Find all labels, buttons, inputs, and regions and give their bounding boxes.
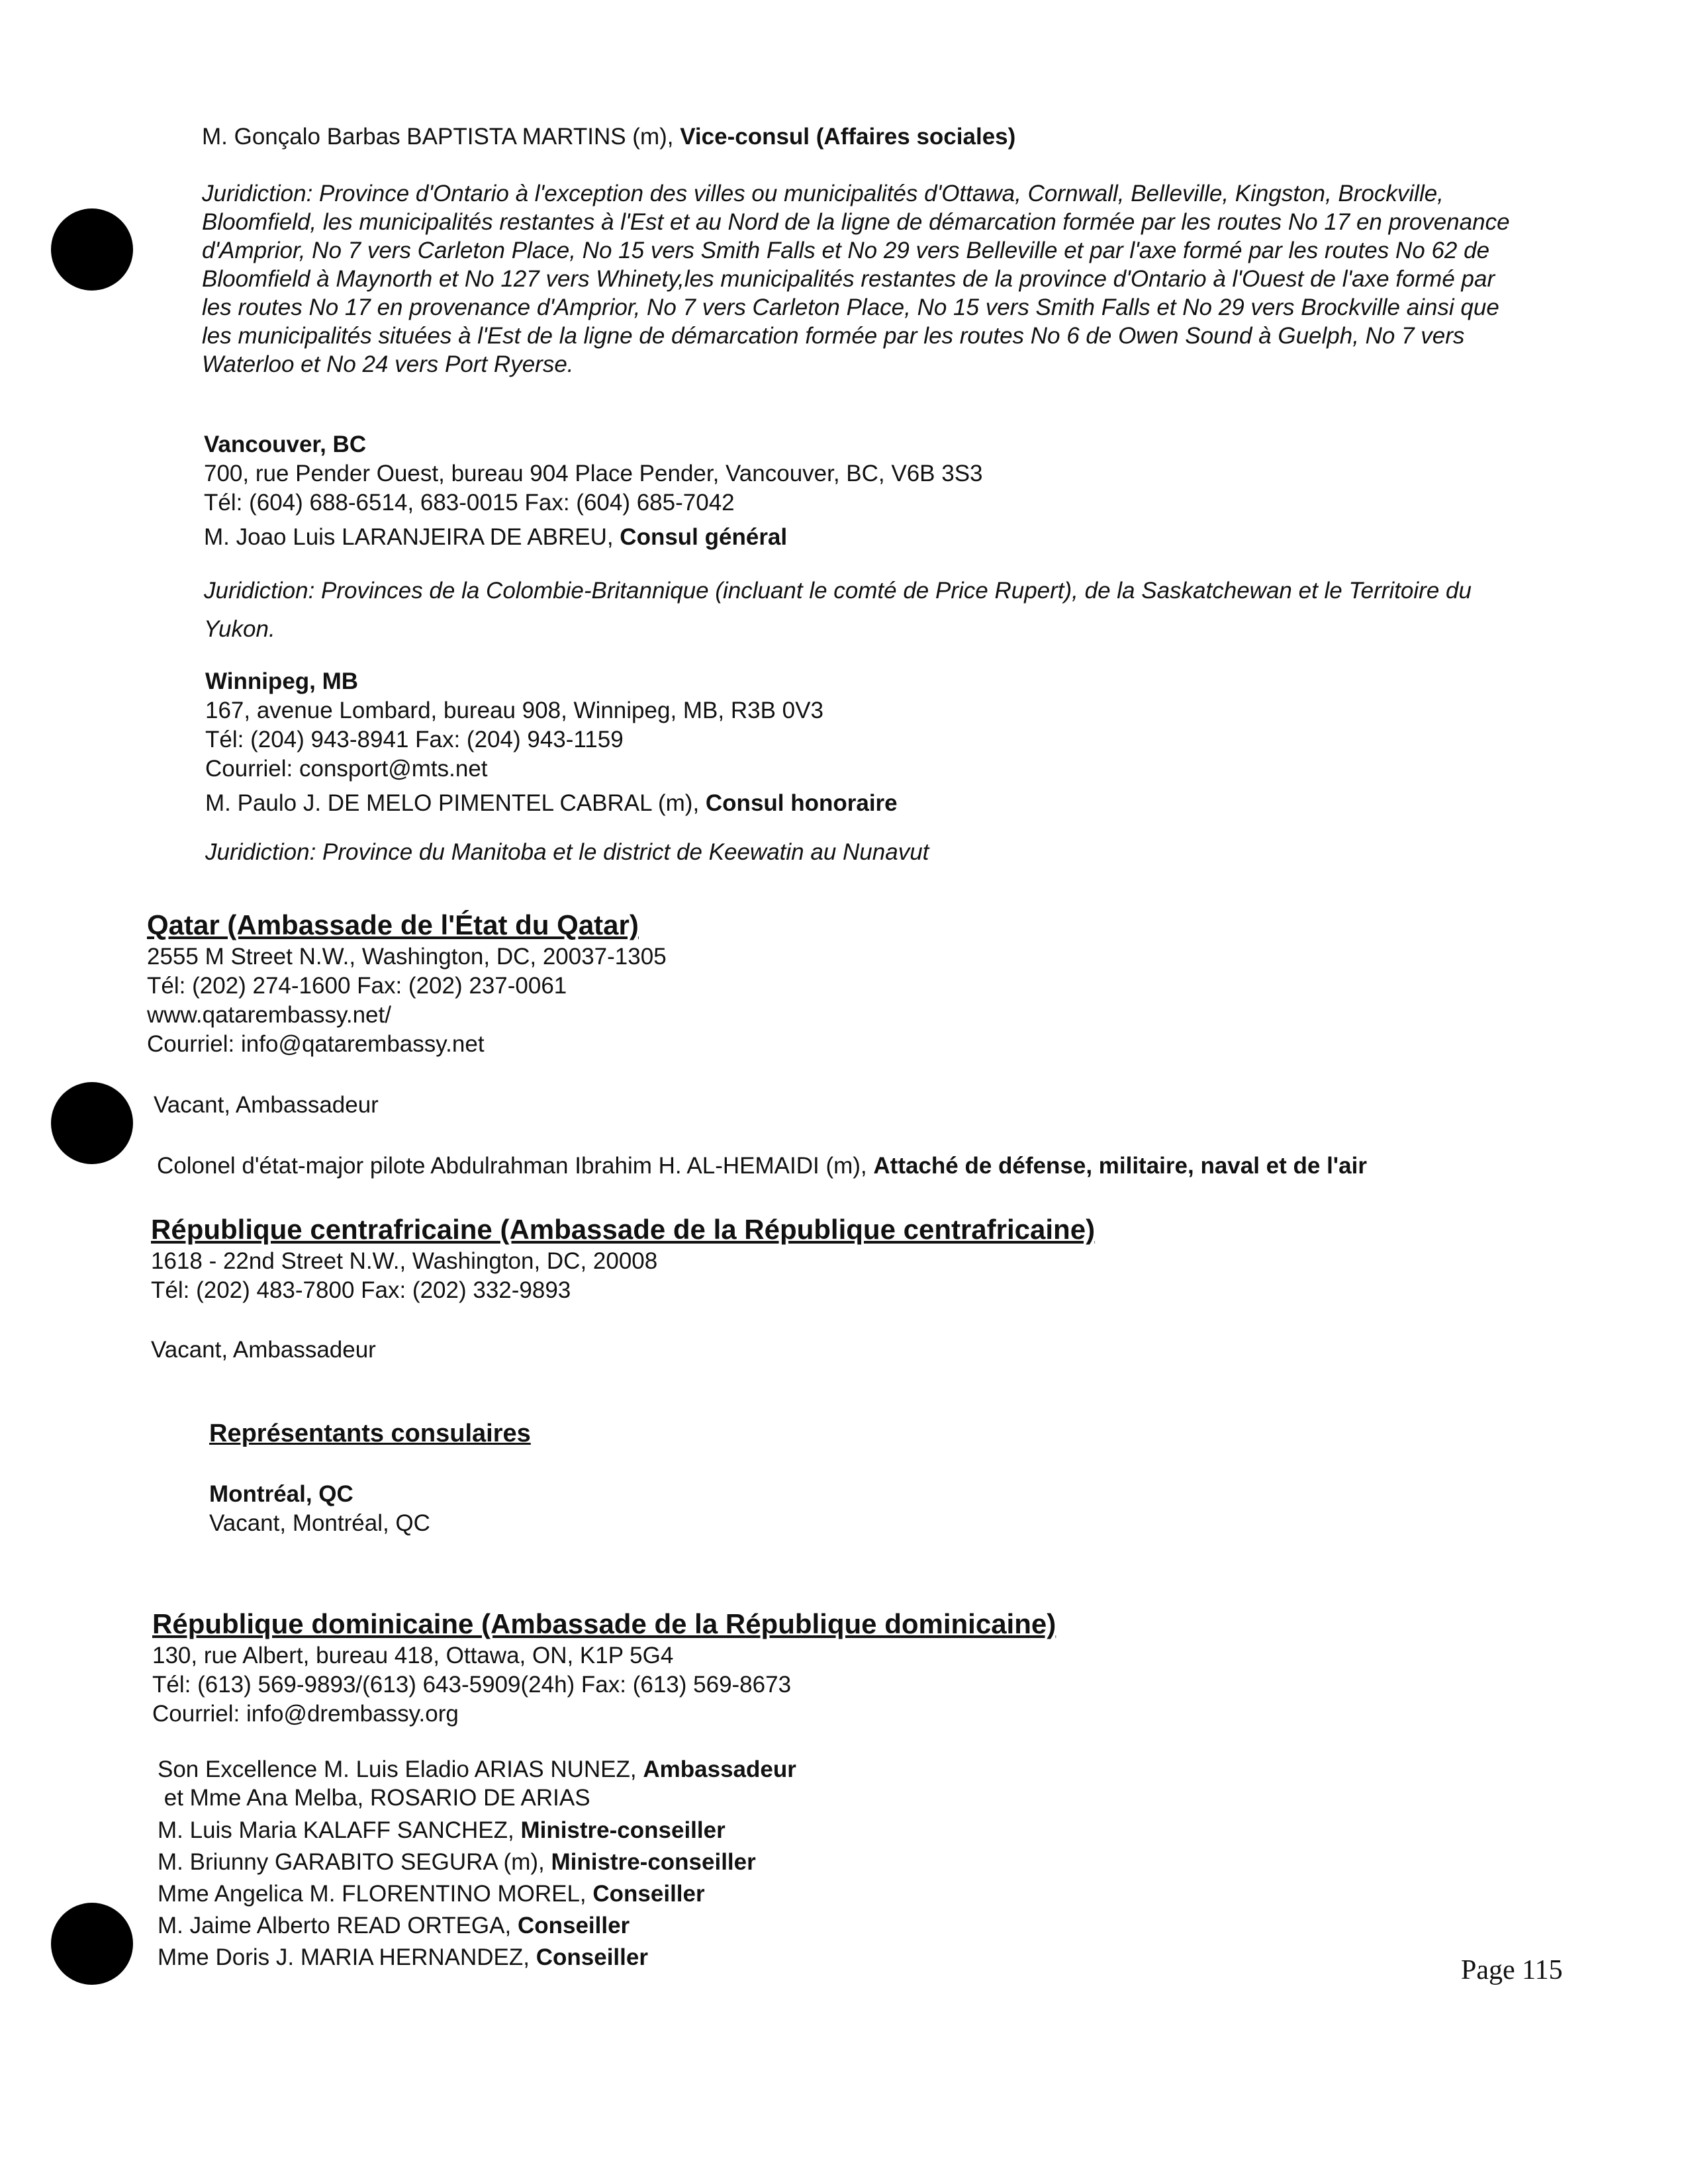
phone-fax: Tél: (202) 483-7800 Fax: (202) 332-9893	[151, 1277, 571, 1303]
email: Courriel: info@qatarembassy.net	[147, 1031, 485, 1057]
phone-fax: Tél: (604) 688-6514, 683-0015 Fax: (604) 685-7042	[204, 490, 735, 516]
person-name: M. Luis Maria KALAFF SANCHEZ,	[158, 1817, 521, 1843]
page-number: Page 115	[1461, 1955, 1563, 1985]
person-title: Conseiller	[536, 1944, 648, 1970]
consul-line	[205, 789, 1523, 818]
winnipeg-consulate	[205, 667, 1523, 867]
staff-list	[158, 1755, 1542, 1972]
staff-row	[158, 1848, 1542, 1876]
ambassador-line: Vacant, Ambassadeur	[151, 1337, 376, 1363]
jurisdiction-lead: Juridiction:	[202, 181, 313, 206]
section-heading: Représentants consulaires	[209, 1420, 531, 1447]
website-link[interactable]: www.qatarembassy.net/	[147, 1002, 391, 1028]
phone-fax: Tél: (613) 569-9893/(613) 643-5909(24h) Fax: (613) 569-8673	[152, 1672, 792, 1698]
punch-hole-top	[51, 208, 133, 291]
consulate-status: Vacant, Montréal, QC	[209, 1510, 430, 1536]
city-heading: Montréal, QC	[209, 1481, 353, 1507]
address: 167, avenue Lombard, bureau 908, Winnipeg, MB, R3B 0V3	[205, 698, 823, 723]
address: 130, rue Albert, bureau 418, Ottawa, ON, K1P 5G4	[152, 1643, 674, 1668]
ambassador-line	[158, 1755, 1542, 1784]
person-title: Ministre-conseiller	[520, 1817, 726, 1843]
consul-line	[204, 523, 1521, 552]
qatar-embassy	[147, 908, 1537, 1181]
person-title: Consul honoraire	[705, 790, 898, 816]
address: 1618 - 22nd Street N.W., Washington, DC, 20008	[151, 1248, 658, 1274]
person-name: M. Gonçalo Barbas BAPTISTA MARTINS (m),	[202, 124, 680, 150]
jurisdiction-lead: Juridiction:	[204, 578, 315, 604]
jurisdiction-body: Province d'Ontario à l'exception des villes ou municipalités d'Ottawa, Cornwall, Belleville, Kingston, Brockville, Bloomfield, les municipalités restantes à l'Est et au Nord de la ligne de démarcation formée par les routes No 17 en provenance d'Amprior, No 7 vers Carleton Place, No 15 vers Smith Falls et No 29 vers Belleville et par l'axe formé par les routes No 62 de Bloomfield à Maynorth et No 127 vers Whinety,les municipalités restantes de la province d'Ontario à l'Ouest de l'axe formé par les routes No 17 en provenance d'Amprior, No 7 vers Carleton Place, No 15 vers Smith Falls et No 29 vers Brockville ainsi que les municipalités situées à l'Est de la ligne de démarcation formée par les routes No 6 de Owen Sound à Guelph, No 7 vers Waterloo et No 24 vers Port Ryerse.	[202, 181, 1510, 377]
city-heading: Winnipeg, MB	[205, 668, 359, 694]
country-heading: Qatar (Ambassade de l'État du Qatar)	[147, 909, 639, 940]
jurisdiction-text	[205, 838, 1523, 867]
person-name: M. Paulo J. DE MELO PIMENTEL CABRAL (m),	[205, 790, 706, 816]
person-name: Colonel d'état-major pilote Abdulrahman Ibrahim H. AL-HEMAIDI (m),	[157, 1153, 874, 1179]
jurisdiction-lead: Juridiction:	[205, 839, 316, 865]
person-title: Ambassadeur	[643, 1756, 796, 1782]
dominican-embassy	[152, 1607, 1542, 1972]
jurisdiction-text	[202, 179, 1519, 379]
person-title: Conseiller	[517, 1913, 630, 1938]
jurisdiction-body: Province du Manitoba et le district de Keewatin au Nunavut	[316, 839, 929, 865]
person-title: Conseiller	[592, 1881, 705, 1907]
punch-hole-bottom	[51, 1903, 133, 1985]
person-name: Mme Angelica M. FLORENTINO MOREL,	[158, 1881, 593, 1907]
staff-row	[158, 1880, 1542, 1908]
consular-section	[209, 1419, 1541, 1538]
person-name: M. Briunny GARABITO SEGURA (m),	[158, 1849, 551, 1875]
person-title: Ministre-conseiller	[551, 1849, 756, 1875]
vice-consul-entry	[202, 122, 1519, 379]
country-heading: République centrafricaine (Ambassade de la République centrafricaine)	[151, 1214, 1096, 1245]
person-name: M. Jaime Alberto READ ORTEGA,	[158, 1913, 518, 1938]
email: Courriel: consport@mts.net	[205, 756, 488, 782]
vice-consul-line	[202, 122, 1519, 152]
person-name: Son Excellence M. Luis Eladio ARIAS NUNEZ,	[158, 1756, 643, 1782]
staff-row	[158, 1816, 1542, 1844]
vancouver-consulate	[204, 430, 1521, 649]
person-title: Consul général	[620, 524, 788, 550]
spouse-line: et Mme Ana Melba, ROSARIO DE ARIAS	[158, 1785, 590, 1811]
person-name: Mme Doris J. MARIA HERNANDEZ,	[158, 1944, 536, 1970]
punch-hole-middle	[51, 1082, 133, 1164]
car-embassy	[151, 1212, 1541, 1538]
jurisdiction-text	[204, 572, 1521, 649]
address: 2555 M Street N.W., Washington, DC, 20037-1305	[147, 944, 667, 970]
person-name: M. Joao Luis LARANJEIRA DE ABREU,	[204, 524, 620, 550]
phone-fax: Tél: (204) 943-8941 Fax: (204) 943-1159	[205, 727, 624, 752]
ambassador-line: Vacant, Ambassadeur	[154, 1092, 379, 1118]
staff-row	[158, 1911, 1542, 1940]
attache-line	[157, 1152, 1537, 1181]
staff-row	[158, 1943, 1542, 1972]
person-title: Vice-consul (Affaires sociales)	[680, 124, 1016, 150]
person-title: Attaché de défense, militaire, naval et de l'air	[873, 1153, 1367, 1179]
jurisdiction-body: Provinces de la Colombie-Britannique (incluant le comté de Price Rupert), de la Saskatchewan et le Territoire du Yukon.	[204, 578, 1472, 642]
address: 700, rue Pender Ouest, bureau 904 Place Pender, Vancouver, BC, V6B 3S3	[204, 461, 983, 486]
phone-fax: Tél: (202) 274-1600 Fax: (202) 237-0061	[147, 973, 567, 999]
email: Courriel: info@drembassy.org	[152, 1701, 459, 1727]
country-heading: République dominicaine (Ambassade de la République dominicaine)	[152, 1608, 1056, 1639]
city-heading: Vancouver, BC	[204, 432, 367, 457]
